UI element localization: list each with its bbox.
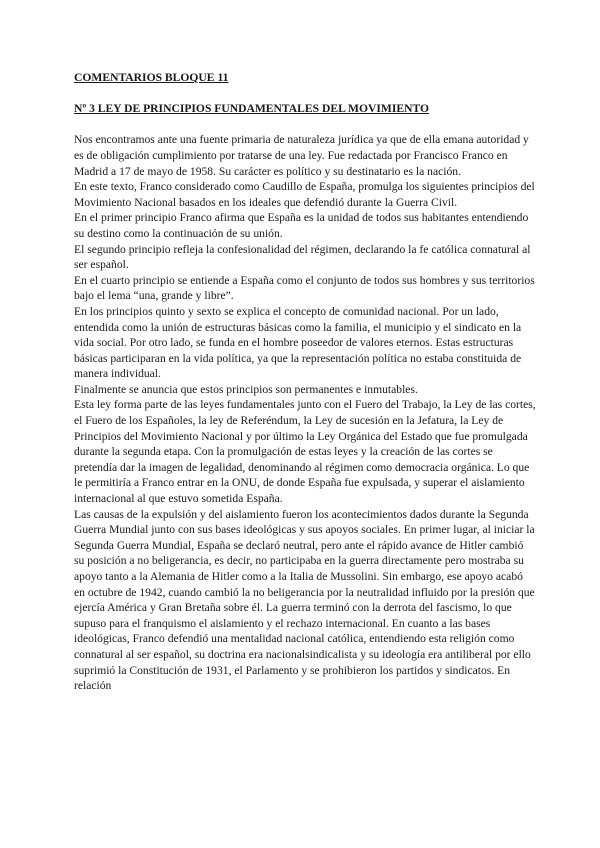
paragraph-first-principle: En el primer principio Franco afirma que España es la unidad de todos sus habitantes entendiendo su destino como la continuación de su unión.: [74, 211, 529, 240]
document-title: Nº 3 LEY DE PRINCIPIOS FUNDAMENTALES DEL MOVIMIENTO: [74, 102, 430, 116]
document-page: [74, 70, 536, 694]
paragraph-fundamental-laws: Esta ley forma parte de las leyes fundamentales junto con el Fuero del Trabajo, la Ley de las cortes, el Fuero de los Españoles, la ley de Referéndum, la Ley de sucesión en la Jefatura, la Ley de Principios del Movimiento Nacional y por último la Ley Orgánica del Estado que fue promulgada durante la segunda etapa. Con la promulgación de estas leyes y la creación de las cortes se pretendía dar la imagen de legalidad, denominando al régimen como democracia orgánica. Lo que le permitiría a Franco entrar en la ONU, de donde España fue expulsada, y superar el aislamiento internacional al que estuvo sometida España.: [74, 398, 536, 506]
paragraph-conclusion: Finalmente se anuncia que estos principios son permanentes e inmutables.: [74, 382, 418, 396]
paragraph-fourth-principle: En el cuarto principio se entiende a España como el conjunto de todos sus hombres y sus territorios bajo el lema “una, grande y libre”.: [74, 273, 535, 303]
paragraph-fifth-sixth-principles: En los principios quinto y sexto se explica el concepto de comunidad nacional. Por un lado, entendida como la unión de estructuras básicas como la familia, el municipio y el sindicato en la vida social. Por otro lado, se funda en el hombre poseedor de valores eternos. Estas estructuras básicas participaran en la vida política, ya que la representación política no estaba constituida de manera individual.: [74, 304, 522, 381]
paragraph-source-description: Nos encontramos ante una fuente primaria de naturaleza jurídica ya que de ella emana autoridad y es de obligación cumplimiento por tratarse de una ley. Fue redactada por Francisco Franco en Madrid a 17 de mayo de 1958. Su carácter es político y su destinatario es la nación.: [74, 133, 529, 178]
paragraph-second-principle: El segundo principio refleja la confesionalidad del régimen, declarando la fe católica connatural al ser español.: [74, 242, 531, 272]
block-heading: COMENTARIOS BLOQUE 11: [74, 71, 229, 84]
paragraph-isolation-causes: Las causas de la expulsión y del aislamiento fueron los acontecimientos dados durante la Segunda Guerra Mundial junto con sus bases ideológicas y sus apoyos sociales. En primer lugar, al iniciar la Segunda Guerra Mundial, España se declaró neutral, pero ante el rápido avance de Hitler cambió su posición a no beligerancia, es decir, no participaba en la guerra directamente pero mostraba su apoyo tanto a la Alemania de Hitler como a la Italia de Mussolini. Sin embargo, ese apoyo acabó en octubre de 1942, cuando cambió la no beligerancia por la neutralidad influido por la presión que ejercía América y Gran Bretaña sobre él. La guerra terminó con la derrota del fascismo, lo que supuso para el franquismo el aislamiento y el rechazo internacional. En cuanto a las bases ideológicas, Franco defendió una mentalidad nacional católica, entendiendo esta religión como connatural al ser español, su doctrina era nacionalsindicalista y su ideología era antiliberal por ello suprimió la Constitución de 1931, el Parlamento y se prohibieron los partidos y sindicatos. En relación: [74, 507, 535, 693]
paragraph-context: En este texto, Franco considerado como Caudillo de España, promulga los siguientes principios del Movimiento Nacional basados en los ideales que defendió durante la Guerra Civil.: [74, 180, 535, 209]
